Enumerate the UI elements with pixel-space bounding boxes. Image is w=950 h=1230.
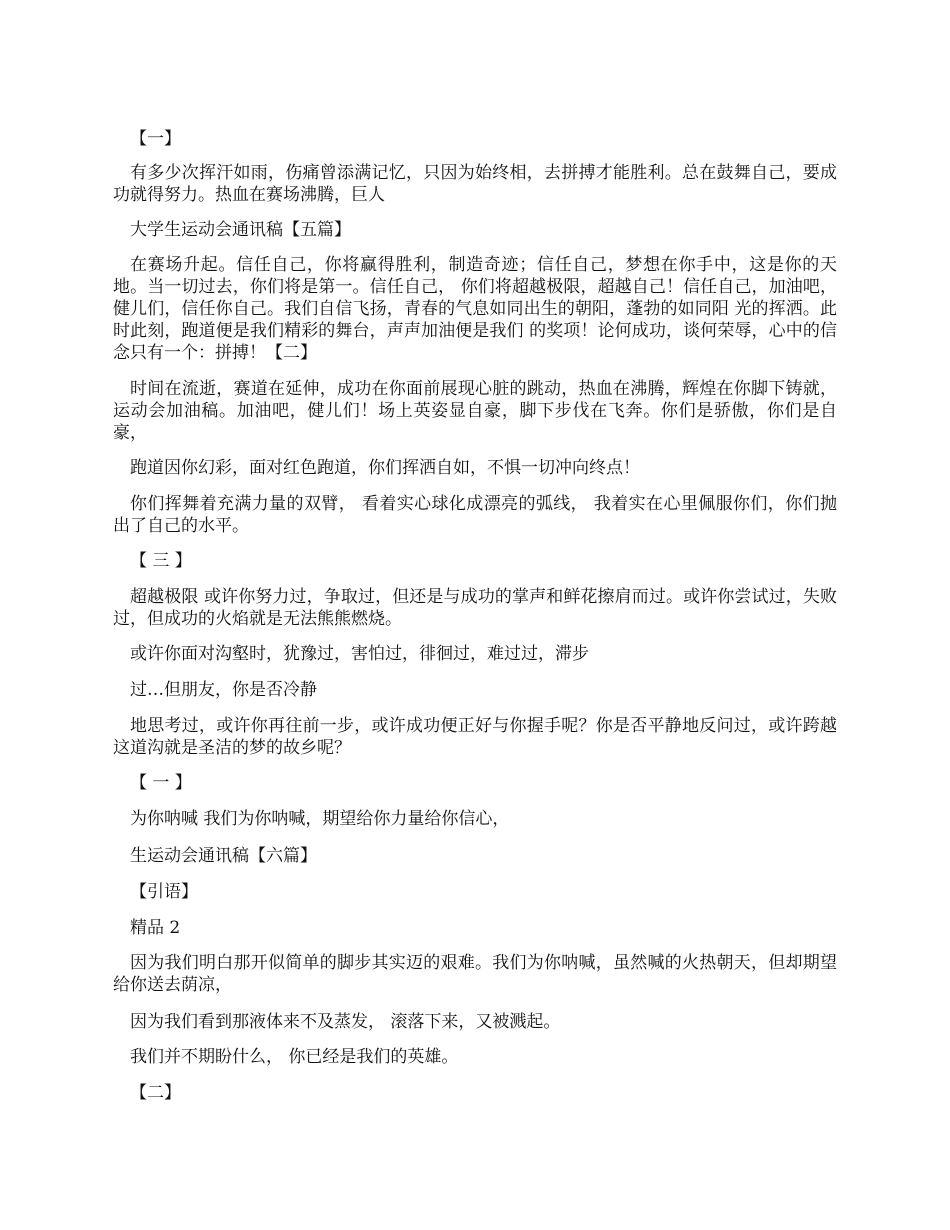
paragraph: 跑道因你幻彩，面对红色跑道，你们挥洒自如，不惧一切冲向终点！: [130, 458, 640, 478]
paragraph: 在赛场升起。信任自己，你将赢得胜利，制造奇迹；信任自己，梦想在你手中，这是你的天地。当一切过去，你们将是第一。信任自己， 你们将超越极限，超越自己！信任自己，加油吧，健儿们，信任你自己。我们自信飞扬，青春的气息如同出生的朝阳，蓬勃的如同阳 光的挥洒。此时此刻，跑道便是我们精彩的舞台，声声加油便是我们 的奖项！论何成功，谈何荣辱，心中的信念只有一个：拼搏！【二】: [113, 255, 837, 363]
section-heading: 【引语】: [130, 882, 198, 902]
paragraph: 地思考过，或许你再往前一步，或许成功便正好与你握手呢？你是否平静地反问过，或许跨越 这道沟就是圣洁的梦的故乡呢？: [113, 716, 837, 758]
section-heading: 【 一 】: [130, 773, 192, 793]
paragraph: 因为我们明白那开似简单的脚步其实迈的艰难。我们为你呐喊，虽然喊的火热朝天，但却期望给你送去荫凉，: [113, 953, 837, 995]
paragraph: 你们挥舞着充满力量的双臂， 看着实心球化成漂亮的弧线， 我着实在心里佩服你们，你们抛出了自己的水平。: [113, 494, 837, 536]
section-heading: 【一】: [130, 129, 181, 149]
paragraph: 为你呐喊 我们为你呐喊，期望给你力量给你信心，: [130, 809, 510, 829]
paragraph: 过…但朋友，你是否冷静: [130, 680, 317, 700]
section-heading: 【二】: [130, 1083, 181, 1103]
section-heading: 【 三 】: [130, 551, 192, 571]
paragraph: 或许你面对沟壑时，犹豫过，害怕过，徘徊过，难过过，滞步: [130, 644, 589, 664]
paragraph: 因为我们看到那液体来不及蒸发， 滚落下来，又被溅起。: [130, 1012, 561, 1032]
paragraph: 精品 2: [130, 918, 181, 938]
document-title: 大学生运动会通讯稿【五篇】: [130, 220, 351, 240]
document-title: 生运动会通讯稿【六篇】: [130, 846, 317, 866]
paragraph: 有多少次挥汗如雨，伤痛曾添满记忆，只因为始终相，去拼搏才能胜利。总在鼓舞自己，要成功就得努力。热血在赛场沸腾，巨人: [113, 163, 837, 205]
paragraph: 超越极限 或许你努力过，争取过，但还是与成功的掌声和鲜花擦肩而过。或许你尝试过，失败过，但成功的火焰就是无法熊熊燃烧。: [113, 587, 837, 629]
paragraph: 时间在流逝，赛道在延伸，成功在你面前展现心脏的跳动，热血在沸腾，辉煌在你脚下铸就，运动会加油稿。加油吧，健儿们！场上英姿显自豪，脚下步伐在飞奔。你们是骄傲，你们是自豪，: [113, 379, 837, 443]
paragraph: 我们并不期盼什么， 你已经是我们的英雄。: [130, 1047, 459, 1067]
